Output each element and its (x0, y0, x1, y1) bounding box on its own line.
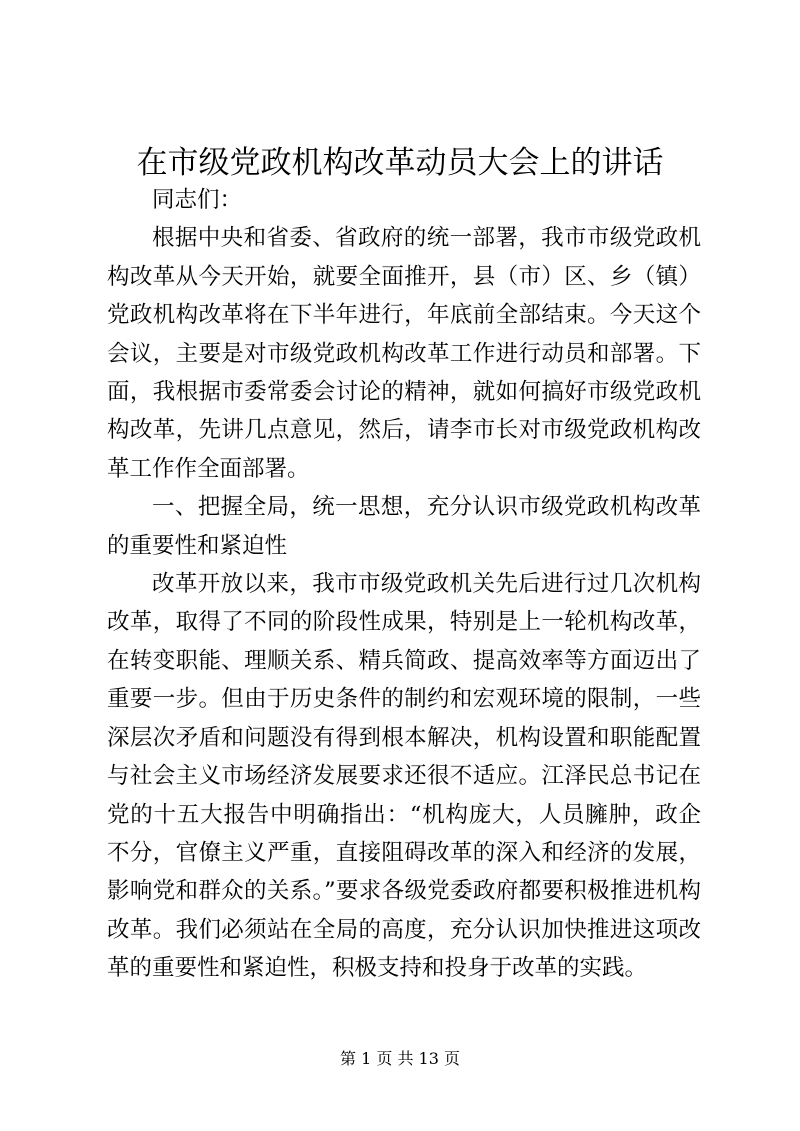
document-title: 在市级党政机构改革动员大会上的讲话 (136, 145, 664, 181)
greeting: 同志们： (152, 187, 243, 213)
document-body (107, 181, 701, 988)
section-heading-1: 一、把握全局，统一思想，充分认识市级党政机构改革的重要性和紧迫性 (107, 494, 701, 559)
paragraph-intro: 根据中央和省委、省政府的统一部署，我市市级党政机构改革从今天开始，就要全面推开，县（市）区、乡（镇）党政机构改革将在下半年进行，年底前全部结束。今天这个会议，主要是对市级党政机构改革工作进行动员和部署。下面，我根据市委常委会讨论的精神，就如何搞好市级党政机构改革，先讲几点意见，然后，请李市长对市级党政机构改革工作作全面部署。 (107, 225, 701, 482)
page-footer: 第 1 页 共 13 页 (340, 1049, 460, 1068)
paragraph-reform-history: 改革开放以来，我市市级党政机关先后进行过几次机构改革，取得了不同的阶段性成果，特别是上一轮机构改革，在转变职能、理顺关系、精兵简政、提高效率等方面迈出了重要一步。但由于历史条件的制约和宏观环境的限制，一些深层次矛盾和问题没有得到根本解决，机构设置和职能配置与社会主义市场经济发展要求还很不适应。江泽民总书记在党的十五大报告中明确指出：“机构庞大，人员臃肿，政企不分，官僚主义严重，直接阻碍改革的深入和经济的发展，影响党和群众的关系。”要求各级党委政府都要积极推进机构改革。我们必须站在全局的高度，充分认识加快推进这项改革的重要性和紧迫性，积极支持和投身于改革的实践。 (107, 571, 701, 982)
